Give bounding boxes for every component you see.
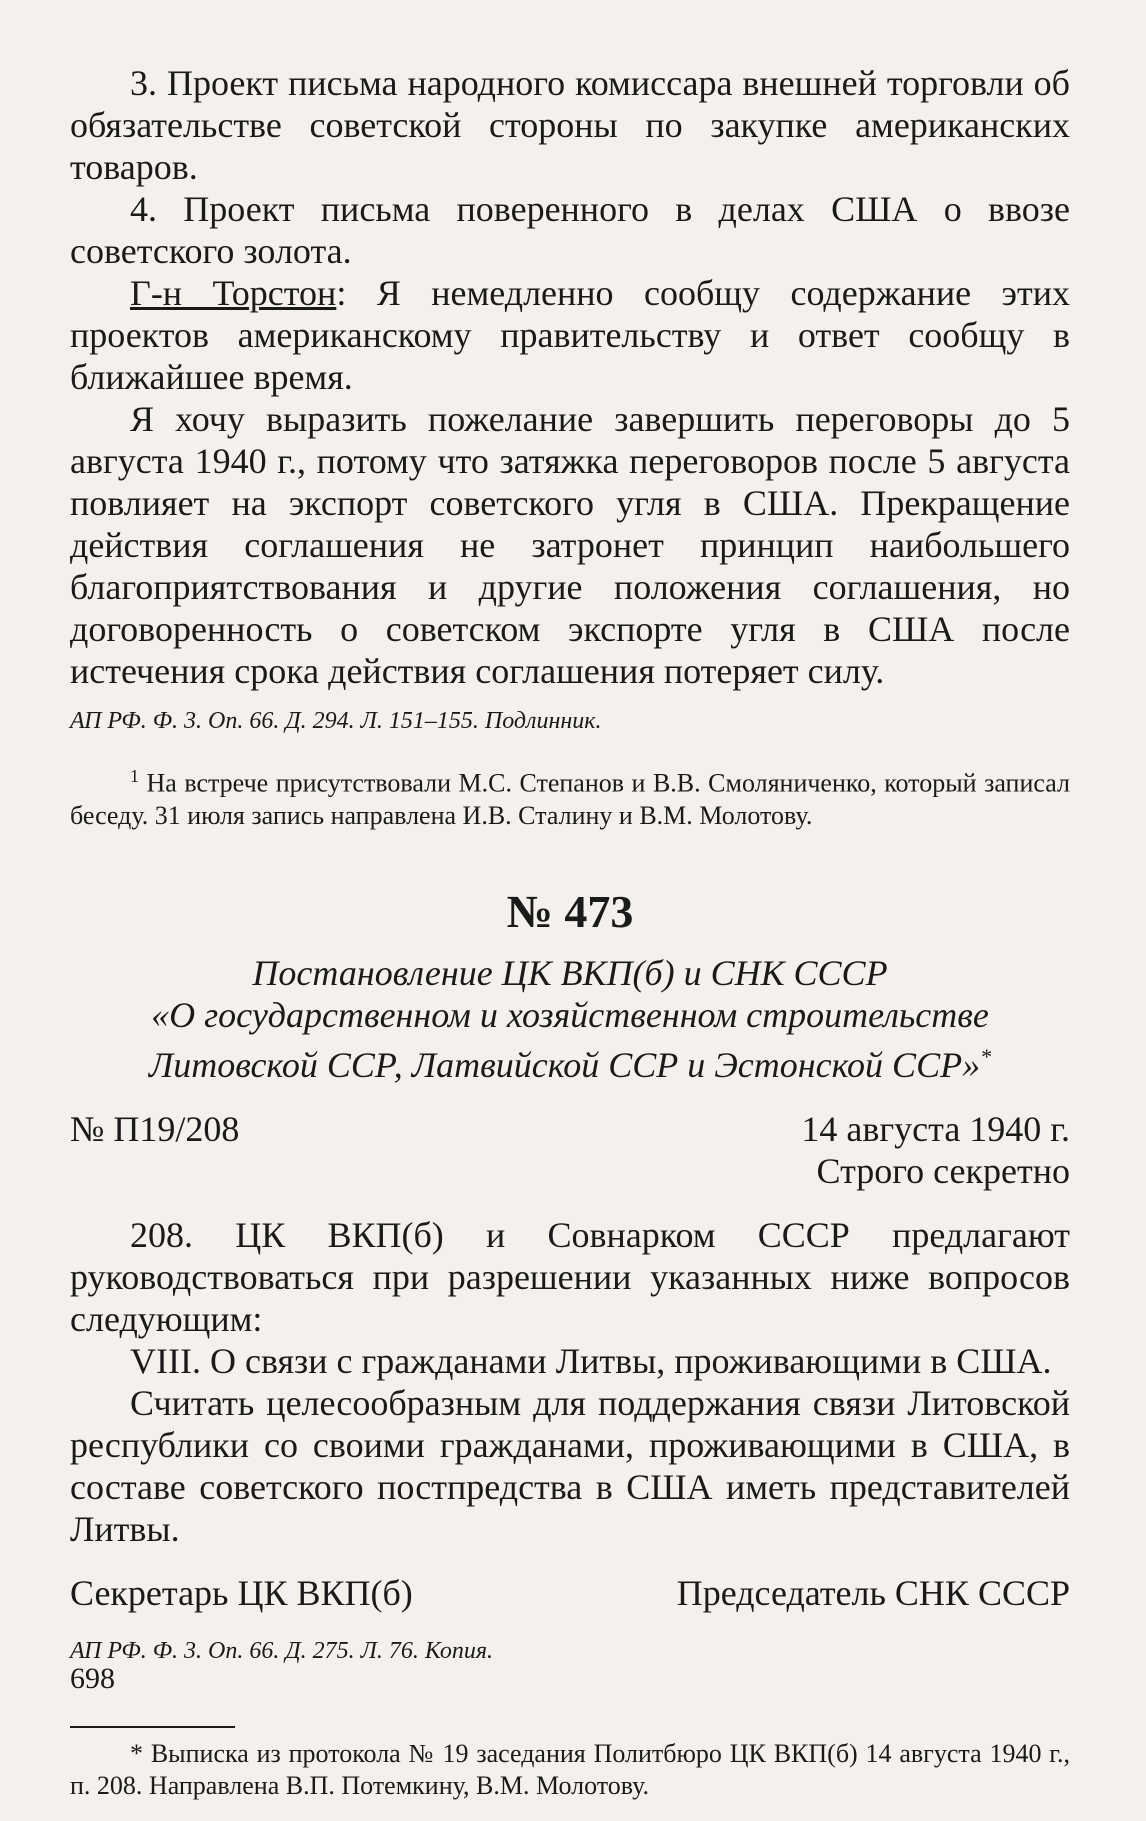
signature-right: Председатель СНК СССР <box>676 1572 1070 1613</box>
archive-source: АП РФ. Ф. 3. Оп. 66. Д. 275. Л. 76. Копия. <box>70 1637 494 1664</box>
protocol-number: № П19/208 <box>70 1108 240 1149</box>
paragraph <box>70 272 1070 398</box>
archive-source: АП РФ. Ф. 3. Оп. 66. Д. 294. Л. 151–155. Подлинник. <box>70 708 602 734</box>
page-number: 698 <box>70 1662 115 1695</box>
document-title-text: Литовской ССР, Латвийской ССР и Эстонской ССР» <box>148 1044 981 1085</box>
footnote-mark: * <box>130 1738 143 1768</box>
footnote-mark: 1 <box>130 766 139 786</box>
document-date: 14 августа 1940 г. <box>801 1108 1070 1149</box>
classification-stamp: Строго секретно <box>816 1150 1070 1191</box>
footnote <box>70 1738 1070 1802</box>
document-title-line: Постановление ЦК ВКП(б) и СНК СССР <box>252 952 888 993</box>
paragraph: Считать целесообразным для поддержания связи Литовской республики со своими гражданами, проживающими в США, в составе советского постпредства в США иметь представителей Литвы. <box>70 1382 1070 1549</box>
paragraph: Я хочу выразить пожелание завершить переговоры до 5 августа 1940 г., потому что затяжка переговоров после 5 августа повлияет на экспорт советского угля в США. Прекращение действия соглашения не затронет принцип наибольшего благоприятствования и другие положения соглашения, но договоренность о советском экспорте угля в США после истечения срока действия соглашения потеряет силу. <box>70 399 1070 691</box>
paragraph: 3. Проект письма народного комиссара внешней торговли об обязательстве советской стороны по закупке американских товаров. <box>70 63 1070 187</box>
paragraph: 208. ЦК ВКП(б) и Совнарком СССР предлагают руководствоваться при разрешении указанных ниже вопросов следующим: <box>70 1214 1070 1339</box>
document-title-line <box>70 1036 1070 1086</box>
speaker-text: : Я немедленно сообщу содержание этих проектов американскому правительству и ответ сообщу в ближайшее время. <box>70 273 1070 397</box>
paragraph: 4. Проект письма поверенного в делах США о ввозе советского золота. <box>70 189 1070 271</box>
document-title-line: «О государственном и хозяйственном строительстве <box>151 994 989 1035</box>
signature-left: Секретарь ЦК ВКП(б) <box>70 1572 413 1613</box>
page-body <box>70 62 1070 1802</box>
title-footnote-mark: * <box>980 1043 992 1069</box>
footnote-text: Выписка из протокола № 19 заседания Политбюро ЦК ВКП(б) 14 августа 1940 г., п. 208. Направлена В.П. Потемкину, В.М. Молотову. <box>70 1738 1070 1800</box>
protocol-row <box>70 1108 1070 1150</box>
footnote-text: На встрече присутствовали М.С. Степанов и В.В. Смоляниченко, который записал беседу. 31 июля запись направлена И.В. Сталину и В.М. Молотову. <box>70 768 1070 830</box>
footnote-divider <box>70 1726 235 1728</box>
signature-row <box>70 1572 1070 1614</box>
document-number: № 473 <box>506 885 634 937</box>
speaker-name: Г-н Торстон <box>130 273 337 313</box>
paragraph: VIII. О связи с гражданами Литвы, проживающими в США. <box>130 1340 1052 1381</box>
footnote <box>70 760 1070 832</box>
